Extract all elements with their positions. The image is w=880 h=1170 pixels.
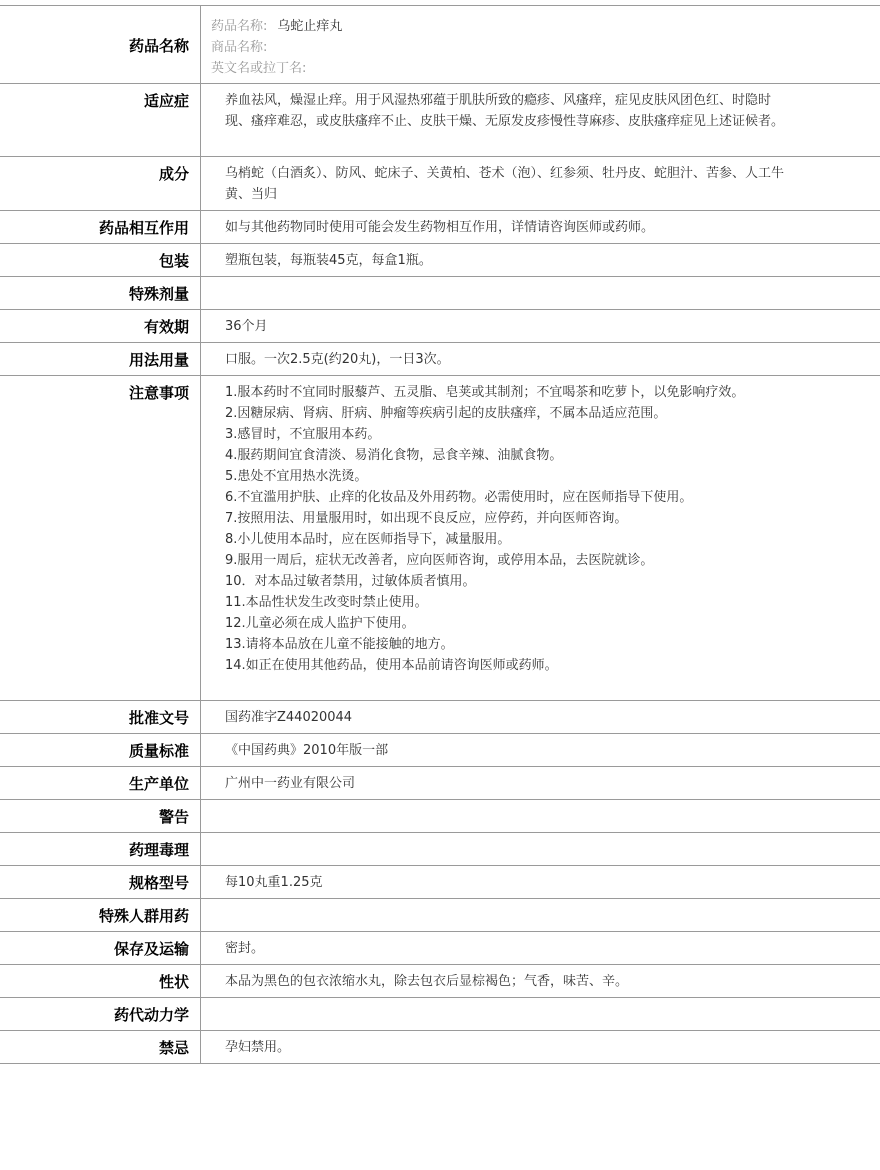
list-item: 6.不宜滥用护肤、止痒的化妆品及外用药物。必需使用时，应在医师指导下使用。 bbox=[225, 490, 693, 505]
row-value bbox=[201, 998, 880, 1031]
row-label: 生产单位 bbox=[0, 767, 201, 800]
generic-name-key: 药品名称: bbox=[211, 19, 268, 34]
row-special-dosage bbox=[0, 277, 880, 310]
list-item: 3.感冒时，不宜服用本药。 bbox=[225, 427, 381, 442]
english-name-line bbox=[211, 58, 785, 79]
precautions-list bbox=[201, 376, 880, 701]
row-value: 《中国药典》2010年版一部 bbox=[225, 743, 389, 758]
list-item: 12.儿童必须在成人监护下使用。 bbox=[225, 616, 415, 631]
row-indications bbox=[0, 84, 880, 157]
row-label: 规格型号 bbox=[0, 866, 201, 899]
row-label: 药品相互作用 bbox=[0, 211, 201, 244]
row-drug-name bbox=[0, 6, 880, 84]
row-label: 有效期 bbox=[0, 310, 201, 343]
row-packaging bbox=[0, 244, 880, 277]
trade-name-line bbox=[211, 37, 785, 58]
list-item: 10．对本品过敏者禁用，过敏体质者慎用。 bbox=[225, 574, 476, 589]
row-value bbox=[201, 277, 880, 310]
row-value: 塑瓶包装，每瓶装45克，每盒1瓶。 bbox=[225, 253, 432, 268]
list-item: 4.服药期间宜食清淡、易消化食物，忌食辛辣、油腻食物。 bbox=[225, 448, 563, 463]
row-value: 国药准字Z44020044 bbox=[225, 710, 353, 725]
drug-spec-table bbox=[0, 5, 880, 1064]
row-value bbox=[201, 800, 880, 833]
generic-name-value: 乌蛇止痒丸 bbox=[277, 19, 343, 34]
row-label: 成分 bbox=[0, 157, 201, 211]
name-block bbox=[201, 6, 880, 84]
row-value bbox=[201, 899, 880, 932]
row-value: 孕妇禁用。 bbox=[225, 1040, 291, 1055]
row-label: 警告 bbox=[0, 800, 201, 833]
row-label: 药代动力学 bbox=[0, 998, 201, 1031]
list-item: 13.请将本品放在儿童不能接触的地方。 bbox=[225, 637, 454, 652]
list-item: 5.患处不宜用热水洗烫。 bbox=[225, 469, 368, 484]
row-label: 包装 bbox=[0, 244, 201, 277]
row-precautions bbox=[0, 376, 880, 701]
row-label: 药品名称 bbox=[0, 6, 201, 84]
generic-name-line bbox=[211, 16, 785, 37]
row-value: 36个月 bbox=[225, 319, 268, 334]
row-warning bbox=[0, 800, 880, 833]
row-label: 禁忌 bbox=[0, 1031, 201, 1064]
english-name-key: 英文名或拉丁名: bbox=[211, 61, 307, 76]
row-ingredients bbox=[0, 157, 880, 211]
trade-name-key: 商品名称: bbox=[211, 40, 268, 55]
list-item: 2.因糖尿病、肾病、肝病、肿瘤等疾病引起的皮肤瘙痒，不属本品适应范围。 bbox=[225, 406, 667, 421]
row-label: 性状 bbox=[0, 965, 201, 998]
row-specification bbox=[0, 866, 880, 899]
row-pharmacology bbox=[0, 833, 880, 866]
row-value: 如与其他药物同时使用可能会发生药物相互作用，详情请咨询医师或药师。 bbox=[225, 220, 655, 235]
list-item: 8.小儿使用本品时，应在医师指导下，减量服用。 bbox=[225, 532, 511, 547]
row-approval-number bbox=[0, 701, 880, 734]
row-description bbox=[0, 965, 880, 998]
row-special-populations bbox=[0, 899, 880, 932]
row-label: 特殊人群用药 bbox=[0, 899, 201, 932]
row-label: 适应症 bbox=[0, 84, 201, 157]
row-label: 质量标准 bbox=[0, 734, 201, 767]
row-usage bbox=[0, 343, 880, 376]
row-manufacturer bbox=[0, 767, 880, 800]
row-label: 特殊剂量 bbox=[0, 277, 201, 310]
row-label: 保存及运输 bbox=[0, 932, 201, 965]
row-value: 本品为黑色的包衣浓缩水丸，除去包衣后显棕褐色；气香，味苦、辛。 bbox=[225, 974, 629, 989]
row-value bbox=[201, 833, 880, 866]
row-shelf-life bbox=[0, 310, 880, 343]
row-value: 养血祛风，燥湿止痒。用于风湿热邪蕴于肌肤所致的瘾疹、风瘙痒，症见皮肤风团色红、时隐时现、瘙痒难忍，或皮肤瘙痒不止、皮肤干燥、无原发皮疹慢性荨麻疹、皮肤瘙痒症见上述证候者。 bbox=[225, 93, 785, 129]
list-item: 14.如正在使用其他药品，使用本品前请咨询医师或药师。 bbox=[225, 658, 558, 673]
row-pharmacokinetics bbox=[0, 998, 880, 1031]
row-value: 密封。 bbox=[225, 941, 265, 956]
row-label: 药理毒理 bbox=[0, 833, 201, 866]
row-label: 注意事项 bbox=[0, 376, 201, 701]
row-storage bbox=[0, 932, 880, 965]
row-label: 用法用量 bbox=[0, 343, 201, 376]
row-value: 广州中一药业有限公司 bbox=[225, 776, 356, 791]
list-item: 11.本品性状发生改变时禁止使用。 bbox=[225, 595, 428, 610]
row-quality-standard bbox=[0, 734, 880, 767]
row-label: 批准文号 bbox=[0, 701, 201, 734]
row-value: 每10丸重1.25克 bbox=[225, 875, 323, 890]
list-item: 1.服本药时不宜同时服藜芦、五灵脂、皂荚或其制剂；不宜喝茶和吃萝卜，以免影响疗效。 bbox=[225, 385, 745, 400]
list-item: 7.按照用法、用量服用时，如出现不良反应，应停药，并向医师咨询。 bbox=[225, 511, 628, 526]
row-contraindications bbox=[0, 1031, 880, 1064]
row-interactions bbox=[0, 211, 880, 244]
row-value: 乌梢蛇（白酒炙）、防风、蛇床子、关黄柏、苍术（泡）、红参须、牡丹皮、蛇胆汁、苦参、人工牛黄、当归 bbox=[225, 166, 785, 202]
row-value: 口服。一次2.5克(约20丸)，一日3次。 bbox=[225, 352, 450, 367]
list-item: 9.服用一周后，症状无改善者，应向医师咨询，或停用本品，去医院就诊。 bbox=[225, 553, 654, 568]
drug-spec-sheet bbox=[0, 5, 880, 1064]
